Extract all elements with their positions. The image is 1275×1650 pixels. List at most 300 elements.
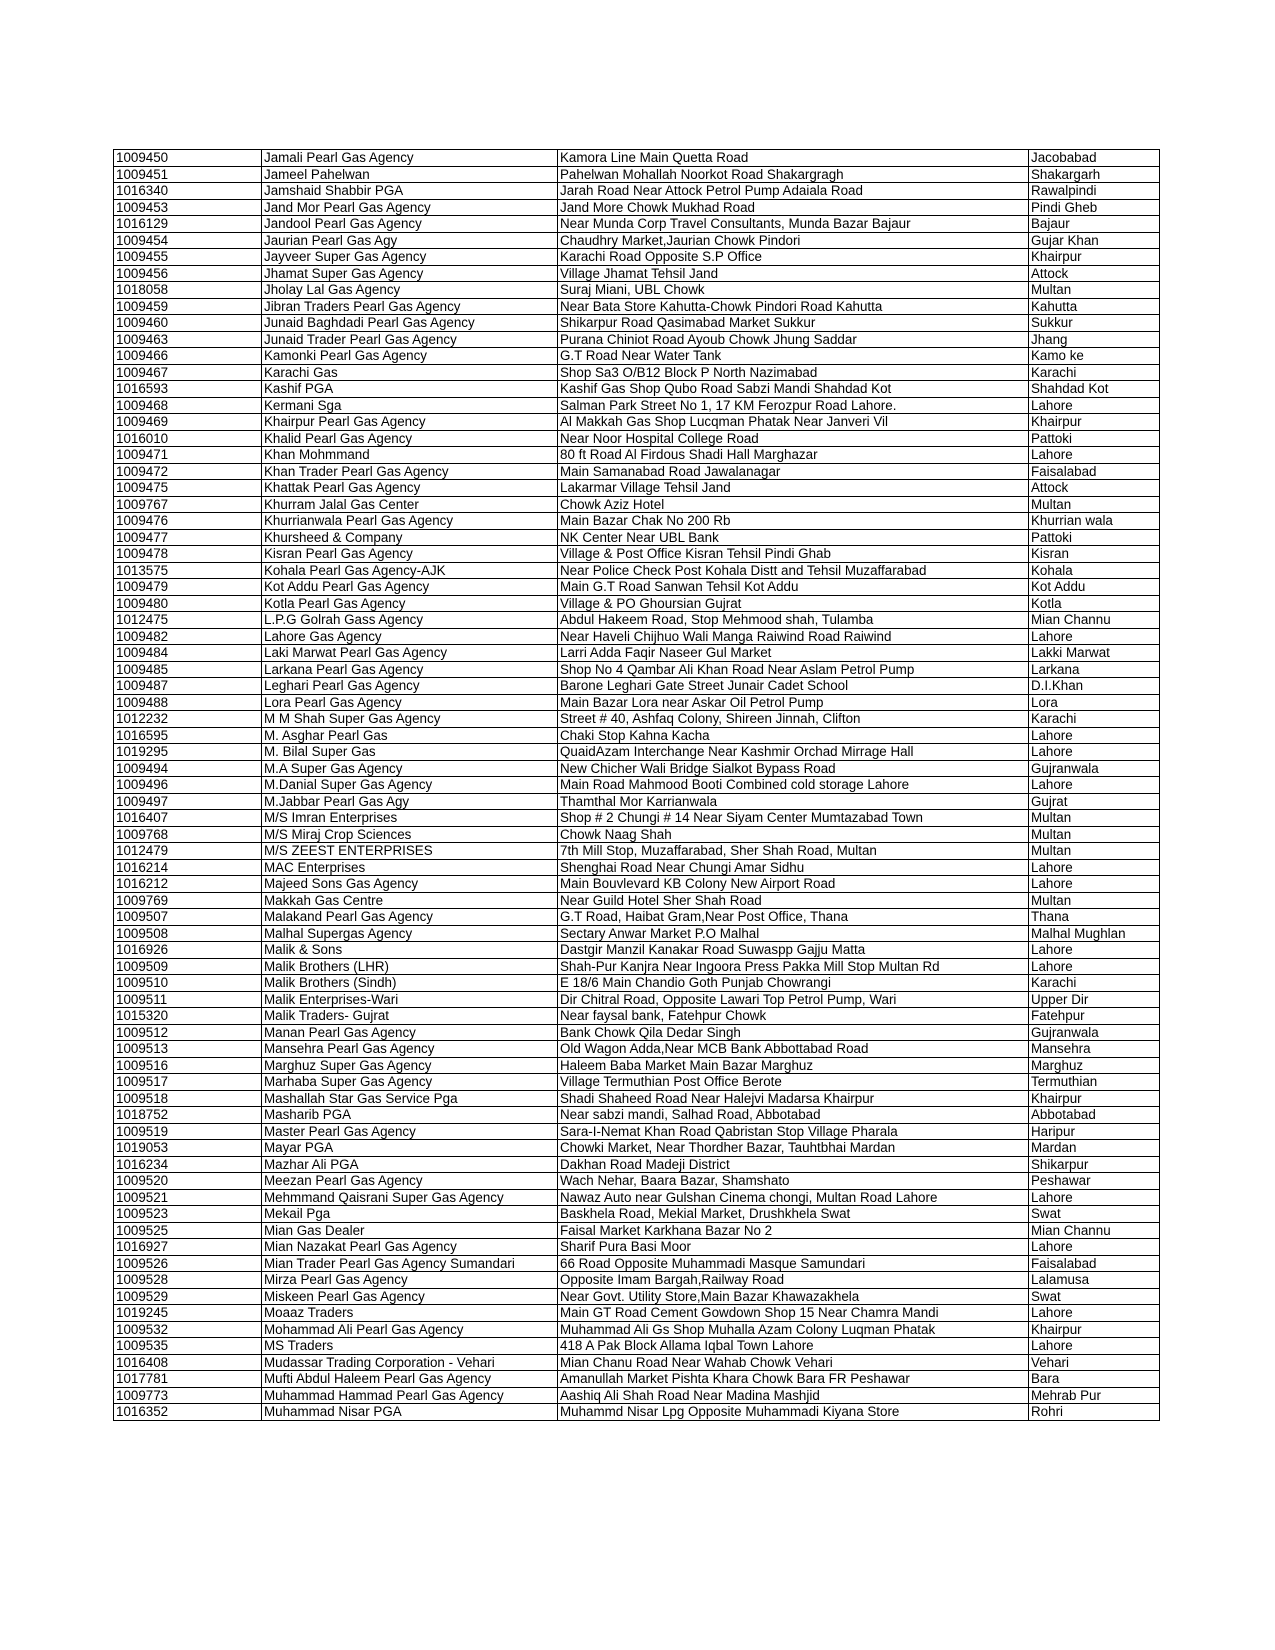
table-row [114, 975, 1160, 992]
agency-name-cell: Junaid Baghdadi Pearl Gas Agency [262, 315, 558, 332]
agency-name-cell: Jaurian Pearl Gas Agy [262, 232, 558, 249]
table-row [114, 1206, 1160, 1223]
dealer-code-cell: 1009479 [114, 579, 262, 596]
table-row [114, 315, 1160, 332]
city-cell: Malhal Mughlan [1029, 925, 1160, 942]
agency-name-cell: Malakand Pearl Gas Agency [262, 909, 558, 926]
address-cell: 7th Mill Stop, Muzaffarabad, Sher Shah Road, Multan [558, 843, 1029, 860]
table-row [114, 1090, 1160, 1107]
agency-name-cell: Khalid Pearl Gas Agency [262, 430, 558, 447]
dealer-code-cell: 1009507 [114, 909, 262, 926]
city-cell: Abbotabad [1029, 1107, 1160, 1124]
city-cell: Multan [1029, 810, 1160, 827]
address-cell: Main Samanabad Road Jawalanagar [558, 463, 1029, 480]
city-cell: Pattoki [1029, 529, 1160, 546]
table-row [114, 562, 1160, 579]
dealer-code-cell: 1009509 [114, 958, 262, 975]
address-cell: Salman Park Street No 1, 17 KM Ferozpur Road Lahore. [558, 397, 1029, 414]
table-row [114, 331, 1160, 348]
address-cell: Dir Chitral Road, Opposite Lawari Top Petrol Pump, Wari [558, 991, 1029, 1008]
address-cell: Main Bazar Chak No 200 Rb [558, 513, 1029, 530]
table-row [114, 942, 1160, 959]
dealer-code-cell: 1009497 [114, 793, 262, 810]
table-row [114, 513, 1160, 530]
address-cell: Sharif Pura Basi Moor [558, 1239, 1029, 1256]
agency-name-cell: Jamshaid Shabbir PGA [262, 183, 558, 200]
city-cell: Lahore [1029, 859, 1160, 876]
address-cell: Main Bazar Lora near Askar Oil Petrol Pump [558, 694, 1029, 711]
dealer-code-cell: 1016010 [114, 430, 262, 447]
agency-name-cell: Khattak Pearl Gas Agency [262, 480, 558, 497]
dealer-code-cell: 1009467 [114, 364, 262, 381]
table-row [114, 1222, 1160, 1239]
city-cell: Pindi Gheb [1029, 199, 1160, 216]
address-cell: Haleem Baba Market Main Bazar Marghuz [558, 1057, 1029, 1074]
address-cell: Kamora Line Main Quetta Road [558, 150, 1029, 167]
dealer-code-cell: 1009535 [114, 1338, 262, 1355]
dealer-code-cell: 1009523 [114, 1206, 262, 1223]
address-cell: Shah-Pur Kanjra Near Ingoora Press Pakka Mill Stop Multan Rd [558, 958, 1029, 975]
address-cell: Mian Chanu Road Near Wahab Chowk Vehari [558, 1354, 1029, 1371]
city-cell: Khurrian wala [1029, 513, 1160, 530]
agency-name-cell: MAC Enterprises [262, 859, 558, 876]
agency-name-cell: Kot Addu Pearl Gas Agency [262, 579, 558, 596]
agency-name-cell: Khurrianwala Pearl Gas Agency [262, 513, 558, 530]
table-row [114, 991, 1160, 1008]
dealer-code-cell: 1016340 [114, 183, 262, 200]
address-cell: Purana Chiniot Road Ayoub Chowk Jhung Saddar [558, 331, 1029, 348]
agency-name-cell: MS Traders [262, 1338, 558, 1355]
address-cell: Shop # 2 Chungi # 14 Near Siyam Center Mumtazabad Town [558, 810, 1029, 827]
dealer-code-cell: 1016214 [114, 859, 262, 876]
address-cell: Nawaz Auto near Gulshan Cinema chongi, Multan Road Lahore [558, 1189, 1029, 1206]
agency-name-cell: M/S ZEEST ENTERPRISES [262, 843, 558, 860]
address-cell: New Chicher Wali Bridge Sialkot Bypass Road [558, 760, 1029, 777]
agency-name-cell: Jayveer Super Gas Agency [262, 249, 558, 266]
dealer-code-cell: 1009468 [114, 397, 262, 414]
agency-name-cell: Malhal Supergas Agency [262, 925, 558, 942]
table-row [114, 463, 1160, 480]
address-cell: Jarah Road Near Attock Petrol Pump Adaiala Road [558, 183, 1029, 200]
city-cell: Attock [1029, 265, 1160, 282]
agency-name-cell: Jamali Pearl Gas Agency [262, 150, 558, 167]
dealer-code-cell: 1009767 [114, 496, 262, 513]
table-row [114, 1239, 1160, 1256]
address-cell: Suraj Miani, UBL Chowk [558, 282, 1029, 299]
dealer-code-cell: 1013575 [114, 562, 262, 579]
agency-name-cell: Kisran Pearl Gas Agency [262, 546, 558, 563]
city-cell: Haripur [1029, 1123, 1160, 1140]
agency-name-cell: Jand Mor Pearl Gas Agency [262, 199, 558, 216]
agency-name-cell: Laki Marwat Pearl Gas Agency [262, 645, 558, 662]
city-cell: Lahore [1029, 628, 1160, 645]
city-cell: Mardan [1029, 1140, 1160, 1157]
dealer-code-cell: 1018058 [114, 282, 262, 299]
city-cell: Sukkur [1029, 315, 1160, 332]
dealer-code-cell: 1015320 [114, 1008, 262, 1025]
city-cell: Khairpur [1029, 1321, 1160, 1338]
address-cell: Near Haveli Chijhuo Wali Manga Raiwind Road Raiwind [558, 628, 1029, 645]
agency-name-cell: Mehmmand Qaisrani Super Gas Agency [262, 1189, 558, 1206]
table-row [114, 628, 1160, 645]
agency-name-cell: Muhammad Nisar PGA [262, 1404, 558, 1421]
agency-name-cell: Malik Enterprises-Wari [262, 991, 558, 1008]
city-cell: Lalamusa [1029, 1272, 1160, 1289]
agency-name-cell: Lora Pearl Gas Agency [262, 694, 558, 711]
address-cell: Jand More Chowk Mukhad Road [558, 199, 1029, 216]
dealer-code-cell: 1016352 [114, 1404, 262, 1421]
address-cell: Shikarpur Road Qasimabad Market Sukkur [558, 315, 1029, 332]
city-cell: Mansehra [1029, 1041, 1160, 1058]
table-row [114, 1074, 1160, 1091]
agency-name-cell: Jandool Pearl Gas Agency [262, 216, 558, 233]
address-cell: Kashif Gas Shop Qubo Road Sabzi Mandi Shahdad Kot [558, 381, 1029, 398]
agency-name-cell: Malik Traders- Gujrat [262, 1008, 558, 1025]
address-cell: Chowk Naag Shah [558, 826, 1029, 843]
city-cell: Karachi [1029, 711, 1160, 728]
dealer-code-cell: 1009516 [114, 1057, 262, 1074]
city-cell: Lahore [1029, 1338, 1160, 1355]
agency-name-cell: Mudassar Trading Corporation - Vehari [262, 1354, 558, 1371]
address-cell: Main Bouvlevard KB Colony New Airport Road [558, 876, 1029, 893]
address-cell: Dakhan Road Madeji District [558, 1156, 1029, 1173]
table-row [114, 1107, 1160, 1124]
agency-name-cell: Khurram Jalal Gas Center [262, 496, 558, 513]
agency-name-cell: Meezan Pearl Gas Agency [262, 1173, 558, 1190]
agency-name-cell: Khairpur Pearl Gas Agency [262, 414, 558, 431]
dealer-code-cell: 1009518 [114, 1090, 262, 1107]
dealer-code-cell: 1009496 [114, 777, 262, 794]
address-cell: E 18/6 Main Chandio Goth Punjab Chowrangi [558, 975, 1029, 992]
city-cell: Kisran [1029, 546, 1160, 563]
city-cell: Swat [1029, 1206, 1160, 1223]
city-cell: Thana [1029, 909, 1160, 926]
table-row [114, 694, 1160, 711]
city-cell: Multan [1029, 843, 1160, 860]
table-row [114, 925, 1160, 942]
agency-name-cell: Mansehra Pearl Gas Agency [262, 1041, 558, 1058]
table-row [114, 876, 1160, 893]
dealer-code-cell: 1016926 [114, 942, 262, 959]
agency-name-cell: Mian Gas Dealer [262, 1222, 558, 1239]
agency-name-cell: Miskeen Pearl Gas Agency [262, 1288, 558, 1305]
agency-name-cell: Khursheed & Company [262, 529, 558, 546]
table-row [114, 1371, 1160, 1388]
dealer-code-cell: 1009525 [114, 1222, 262, 1239]
address-cell: Shop Sa3 O/B12 Block P North Nazimabad [558, 364, 1029, 381]
agency-name-cell: Kamonki Pearl Gas Agency [262, 348, 558, 365]
address-cell: Chaudhry Market,Jaurian Chowk Pindori [558, 232, 1029, 249]
address-cell: Village & Post Office Kisran Tehsil Pindi Ghab [558, 546, 1029, 563]
table-row [114, 496, 1160, 513]
agency-name-cell: Jholay Lal Gas Agency [262, 282, 558, 299]
address-cell: Wach Nehar, Baara Bazar, Shamshato [558, 1173, 1029, 1190]
agency-name-cell: Kohala Pearl Gas Agency-AJK [262, 562, 558, 579]
address-cell: Larri Adda Faqir Naseer Gul Market [558, 645, 1029, 662]
dealer-code-cell: 1009768 [114, 826, 262, 843]
city-cell: Kamo ke [1029, 348, 1160, 365]
table-row [114, 216, 1160, 233]
address-cell: Near sabzi mandi, Salhad Road, Abbotabad [558, 1107, 1029, 1124]
dealer-code-cell: 1009471 [114, 447, 262, 464]
dealer-code-cell: 1009476 [114, 513, 262, 530]
dealer-code-cell: 1009517 [114, 1074, 262, 1091]
table-row [114, 859, 1160, 876]
city-cell: Gujrat [1029, 793, 1160, 810]
agency-name-cell: M. Asghar Pearl Gas [262, 727, 558, 744]
dealer-code-cell: 1009519 [114, 1123, 262, 1140]
address-cell: Village & PO Ghoursian Gujrat [558, 595, 1029, 612]
agency-name-cell: Khan Trader Pearl Gas Agency [262, 463, 558, 480]
dealer-code-cell: 1009455 [114, 249, 262, 266]
table-row [114, 414, 1160, 431]
agency-name-cell: M.Danial Super Gas Agency [262, 777, 558, 794]
agency-name-cell: M/S Miraj Crop Sciences [262, 826, 558, 843]
table-row [114, 1024, 1160, 1041]
address-cell: Near Govt. Utility Store,Main Bazar Khawazakhela [558, 1288, 1029, 1305]
agency-name-cell: Kotla Pearl Gas Agency [262, 595, 558, 612]
agency-name-cell: Master Pearl Gas Agency [262, 1123, 558, 1140]
dealer-code-cell: 1009528 [114, 1272, 262, 1289]
city-cell: Mehrab Pur [1029, 1387, 1160, 1404]
dealer-code-cell: 1009508 [114, 925, 262, 942]
dealer-code-cell: 1016593 [114, 381, 262, 398]
agency-name-cell: Malik Brothers (Sindh) [262, 975, 558, 992]
agency-name-cell: M.Jabbar Pearl Gas Agy [262, 793, 558, 810]
table-row [114, 529, 1160, 546]
city-cell: Fatehpur [1029, 1008, 1160, 1025]
city-cell: Lahore [1029, 777, 1160, 794]
dealer-code-cell: 1009487 [114, 678, 262, 695]
address-cell: Near faysal bank, Fatehpur Chowk [558, 1008, 1029, 1025]
city-cell: Swat [1029, 1288, 1160, 1305]
address-cell: Karachi Road Opposite S.P Office [558, 249, 1029, 266]
table-row [114, 430, 1160, 447]
dealer-code-cell: 1009482 [114, 628, 262, 645]
agency-name-cell: Khan Mohmmand [262, 447, 558, 464]
dealer-code-cell: 1009475 [114, 480, 262, 497]
city-cell: Rawalpindi [1029, 183, 1160, 200]
dealer-table [113, 149, 1160, 1421]
agency-name-cell: Junaid Trader Pearl Gas Agency [262, 331, 558, 348]
address-cell: Sectary Anwar Market P.O Malhal [558, 925, 1029, 942]
city-cell: Lahore [1029, 1239, 1160, 1256]
dealer-code-cell: 1009769 [114, 892, 262, 909]
address-cell: 418 A Pak Block Allama Iqbal Town Lahore [558, 1338, 1029, 1355]
table-row [114, 265, 1160, 282]
city-cell: D.I.Khan [1029, 678, 1160, 695]
address-cell: G.T Road Near Water Tank [558, 348, 1029, 365]
table-row [114, 1123, 1160, 1140]
city-cell: Shakargarh [1029, 166, 1160, 183]
agency-name-cell: Malik Brothers (LHR) [262, 958, 558, 975]
dealer-code-cell: 1016927 [114, 1239, 262, 1256]
address-cell: Near Noor Hospital College Road [558, 430, 1029, 447]
agency-name-cell: Leghari Pearl Gas Agency [262, 678, 558, 695]
agency-name-cell: M. Bilal Super Gas [262, 744, 558, 761]
agency-name-cell: Muhammad Hammad Pearl Gas Agency [262, 1387, 558, 1404]
city-cell: Gujar Khan [1029, 232, 1160, 249]
dealer-code-cell: 1009520 [114, 1173, 262, 1190]
dealer-code-cell: 1009494 [114, 760, 262, 777]
table-row [114, 711, 1160, 728]
dealer-code-cell: 1009529 [114, 1288, 262, 1305]
dealer-code-cell: 1009469 [114, 414, 262, 431]
city-cell: Lahore [1029, 1189, 1160, 1206]
dealer-code-cell: 1009480 [114, 595, 262, 612]
address-cell: Shop No 4 Qambar Ali Khan Road Near Aslam Petrol Pump [558, 661, 1029, 678]
address-cell: Village Jhamat Tehsil Jand [558, 265, 1029, 282]
address-cell: Main GT Road Cement Gowdown Shop 15 Near Chamra Mandi [558, 1305, 1029, 1322]
table-row [114, 298, 1160, 315]
city-cell: Mian Channu [1029, 612, 1160, 629]
city-cell: Shikarpur [1029, 1156, 1160, 1173]
dealer-code-cell: 1009485 [114, 661, 262, 678]
dealer-code-cell: 1009484 [114, 645, 262, 662]
address-cell: NK Center Near UBL Bank [558, 529, 1029, 546]
address-cell: Street # 40, Ashfaq Colony, Shireen Jinnah, Clifton [558, 711, 1029, 728]
address-cell: Sara-I-Nemat Khan Road Qabristan Stop Village Pharala [558, 1123, 1029, 1140]
address-cell: Main G.T Road Sanwan Tehsil Kot Addu [558, 579, 1029, 596]
table-row [114, 1008, 1160, 1025]
table-row [114, 447, 1160, 464]
address-cell: Chaki Stop Kahna Kacha [558, 727, 1029, 744]
agency-name-cell: Lahore Gas Agency [262, 628, 558, 645]
address-cell: Main Road Mahmood Booti Combined cold storage Lahore [558, 777, 1029, 794]
table-row [114, 183, 1160, 200]
address-cell: 80 ft Road Al Firdous Shadi Hall Marghazar [558, 447, 1029, 464]
city-cell: Lahore [1029, 876, 1160, 893]
dealer-code-cell: 1009526 [114, 1255, 262, 1272]
city-cell: Lakki Marwat [1029, 645, 1160, 662]
table-row [114, 579, 1160, 596]
dealer-code-cell: 1009472 [114, 463, 262, 480]
table-row [114, 397, 1160, 414]
dealer-code-cell: 1016129 [114, 216, 262, 233]
city-cell: Larkana [1029, 661, 1160, 678]
city-cell: Khairpur [1029, 414, 1160, 431]
dealer-code-cell: 1009453 [114, 199, 262, 216]
dealer-code-cell: 1009477 [114, 529, 262, 546]
table-row [114, 612, 1160, 629]
address-cell: Shadi Shaheed Road Near Halejvi Madarsa Khairpur [558, 1090, 1029, 1107]
dealer-code-cell: 1009459 [114, 298, 262, 315]
agency-name-cell: Mian Trader Pearl Gas Agency Sumandari [262, 1255, 558, 1272]
dealer-code-cell: 1009463 [114, 331, 262, 348]
table-row [114, 364, 1160, 381]
agency-name-cell: Marghuz Super Gas Agency [262, 1057, 558, 1074]
address-cell: Baskhela Road, Mekial Market, Drushkhela Swat [558, 1206, 1029, 1223]
table-row [114, 777, 1160, 794]
address-cell: Near Munda Corp Travel Consultants, Munda Bazar Bajaur [558, 216, 1029, 233]
city-cell: Attock [1029, 480, 1160, 497]
agency-name-cell: Mufti Abdul Haleem Pearl Gas Agency [262, 1371, 558, 1388]
dealer-code-cell: 1016234 [114, 1156, 262, 1173]
table-row [114, 1288, 1160, 1305]
agency-name-cell: M.A Super Gas Agency [262, 760, 558, 777]
city-cell: Gujranwala [1029, 760, 1160, 777]
dealer-code-cell: 1019053 [114, 1140, 262, 1157]
table-row [114, 760, 1160, 777]
table-row [114, 480, 1160, 497]
table-row [114, 1173, 1160, 1190]
table-row [114, 661, 1160, 678]
city-cell: Mian Channu [1029, 1222, 1160, 1239]
agency-name-cell: Mian Nazakat Pearl Gas Agency [262, 1239, 558, 1256]
dealer-code-cell: 1009478 [114, 546, 262, 563]
table-row [114, 1387, 1160, 1404]
table-row [114, 678, 1160, 695]
table-row [114, 348, 1160, 365]
dealer-code-cell: 1019245 [114, 1305, 262, 1322]
dealer-code-cell: 1016408 [114, 1354, 262, 1371]
address-cell: Near Police Check Post Kohala Distt and Tehsil Muzaffarabad [558, 562, 1029, 579]
dealer-code-cell: 1009773 [114, 1387, 262, 1404]
city-cell: Faisalabad [1029, 1255, 1160, 1272]
address-cell: Abdul Hakeem Road, Stop Mehmood shah, Tulamba [558, 612, 1029, 629]
table-row [114, 1189, 1160, 1206]
address-cell: QuaidAzam Interchange Near Kashmir Orchad Mirrage Hall [558, 744, 1029, 761]
dealer-code-cell: 1009511 [114, 991, 262, 1008]
agency-name-cell: Mohammad Ali Pearl Gas Agency [262, 1321, 558, 1338]
table-row [114, 958, 1160, 975]
address-cell: Muhammd Nisar Lpg Opposite Muhammadi Kiyana Store [558, 1404, 1029, 1421]
dealer-code-cell: 1009451 [114, 166, 262, 183]
table-row [114, 810, 1160, 827]
city-cell: Bajaur [1029, 216, 1160, 233]
table-row [114, 1041, 1160, 1058]
dealer-code-cell: 1009456 [114, 265, 262, 282]
table-row [114, 249, 1160, 266]
agency-name-cell: L.P.G Golrah Gass Agency [262, 612, 558, 629]
address-cell: Near Bata Store Kahutta-Chowk Pindori Road Kahutta [558, 298, 1029, 315]
dealer-code-cell: 1016212 [114, 876, 262, 893]
address-cell: Thamthal Mor Karrianwala [558, 793, 1029, 810]
address-cell: Opposite Imam Bargah,Railway Road [558, 1272, 1029, 1289]
city-cell: Pattoki [1029, 430, 1160, 447]
city-cell: Lora [1029, 694, 1160, 711]
dealer-code-cell: 1018752 [114, 1107, 262, 1124]
city-cell: Lahore [1029, 958, 1160, 975]
address-cell: Bank Chowk Qila Dedar Singh [558, 1024, 1029, 1041]
agency-name-cell: M/S Imran Enterprises [262, 810, 558, 827]
city-cell: Kohala [1029, 562, 1160, 579]
agency-name-cell: Makkah Gas Centre [262, 892, 558, 909]
agency-name-cell: Larkana Pearl Gas Agency [262, 661, 558, 678]
dealer-code-cell: 1009454 [114, 232, 262, 249]
city-cell: Jhang [1029, 331, 1160, 348]
city-cell: Gujranwala [1029, 1024, 1160, 1041]
dealer-code-cell: 1012479 [114, 843, 262, 860]
agency-name-cell: Karachi Gas [262, 364, 558, 381]
city-cell: Lahore [1029, 942, 1160, 959]
table-row [114, 1321, 1160, 1338]
table-row [114, 166, 1160, 183]
address-cell: Barone Leghari Gate Street Junair Cadet School [558, 678, 1029, 695]
dealer-code-cell: 1009488 [114, 694, 262, 711]
city-cell: Khairpur [1029, 1090, 1160, 1107]
address-cell: Amanullah Market Pishta Khara Chowk Bara FR Peshawar [558, 1371, 1029, 1388]
dealer-code-cell: 1009513 [114, 1041, 262, 1058]
dealer-code-cell: 1009521 [114, 1189, 262, 1206]
address-cell: Chowki Market, Near Thordher Bazar, Tauhtbhai Mardan [558, 1140, 1029, 1157]
city-cell: Multan [1029, 496, 1160, 513]
dealer-code-cell: 1012475 [114, 612, 262, 629]
agency-name-cell: M M Shah Super Gas Agency [262, 711, 558, 728]
table-row [114, 645, 1160, 662]
table-row [114, 909, 1160, 926]
city-cell: Lahore [1029, 1305, 1160, 1322]
